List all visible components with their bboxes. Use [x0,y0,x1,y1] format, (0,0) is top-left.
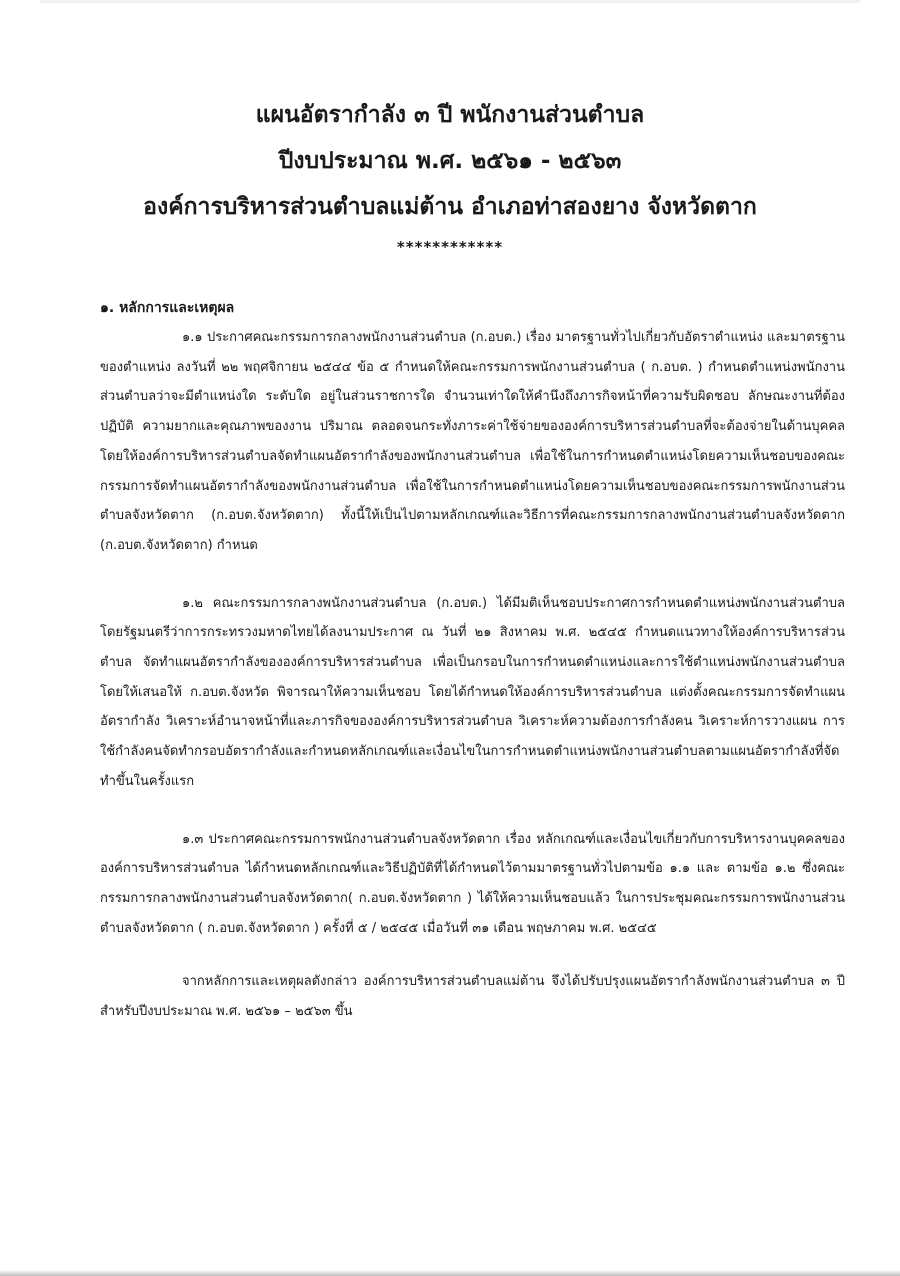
title-fiscal-year: ปีงบประมาณ พ.ศ. ๒๕๖๑ - ๒๕๖๓ [278,148,622,174]
scan-bottom-edge [0,1270,900,1276]
separator-stars: ************ [396,238,504,256]
title-main: แผนอัตรากำลัง ๓ ปี พนักงานส่วนตำบล [255,102,645,128]
section-heading: ๑. หลักการและเหตุผล [100,300,235,316]
scan-top-edge [40,0,860,3]
document-body [100,298,845,1027]
title-block [0,100,900,256]
paragraph-1-1: ๑.๑ ประกาศคณะกรรมการกลางพนักงานส่วนตำบล (ก.อบต.) เรื่อง มาตรฐานทั่วไปเกี่ยวกับอัตราตำแหน่ง และมาตรฐานของตำแหน่ง ลงวันที่ ๒๒ พฤศจิกายน ๒๕๔๔ ข้อ ๕ กำหนดให้คณะกรรมการพนักงานส่วนตำบล ( ก.อบต. ) กำหนดตำแหน่งพนักงานส่วนตำบลว่าจะมีตำแหน่งใด ระดับใด อยู่ในส่วนราชการใด จำนวนเท่าใดให้คำนึงถึงภารกิจหน้าที่ความรับผิดชอบ ลักษณะงานที่ต้องปฏิบัติ ความยากและคุณภาพของงาน ปริมาณ ตลอดจนกระทั่งภาระค่าใช้จ่ายขององค์การบริหารส่วนตำบลที่จะต้องจ่ายในด้านบุคคล โดยให้องค์การบริหารส่วนตำบลจัดทำแผนอัตรากำลังของพนักงานส่วนตำบล เพื่อใช้ในการกำหนดตำแหน่งโดยความเห็นชอบของคณะกรรมการจัดทำแผนอัตรากำลังของพนักงานส่วนตำบล เพื่อใช้ในการกำหนดตำแหน่งโดยความเห็นชอบของคณะกรรมการพนักงานส่วนตำบลจังหวัดตาก (ก.อบต.จังหวัดตาก) ทั้งนี้ให้เป็นไปตามหลักเกณฑ์และวิธีการที่คณะกรรมการกลางพนักงานส่วนตำบลจังหวัดตาก (ก.อบต.จังหวัดตาก) กำหนด [100,330,845,553]
title-organization: องค์การบริหารส่วนตำบลแม่ต้าน อำเภอท่าสองยาง จังหวัดตาก [143,194,757,220]
paragraph-1-2: ๑.๒ คณะกรรมการกลางพนักงานส่วนตำบล (ก.อบต.) ได้มีมติเห็นชอบประกาศการกำหนดตำแหน่งพนักงานส่วนตำบล โดยรัฐมนตรีว่าการกระทรวงมหาดไทยได้ลงนามประกาศ ณ วันที่ ๒๑ สิงหาคม พ.ศ. ๒๕๔๕ กำหนดแนวทางให้องค์การบริหารส่วนตำบล จัดทำแผนอัตรากำลังขององค์การบริหารส่วนตำบล เพื่อเป็นกรอบในการกำหนดตำแหน่งและการใช้ตำแหน่งพนักงานส่วนตำบล โดยให้เสนอให้ ก.อบต.จังหวัด พิจารณาให้ความเห็นชอบ โดยได้กำหนดให้องค์การบริหารส่วนตำบล แต่งตั้งคณะกรรมการจัดทำแผนอัตรากำลัง วิเคราะห์อำนาจหน้าที่และภารกิจขององค์การบริหารส่วนตำบล วิเคราะห์ความต้องการกำลังคน วิเคราะห์การวางแผน การใช้กำลังคนจัดทำกรอบอัตรากำลังและกำหนดหลักเกณฑ์และเงื่อนไขในการกำหนดตำแหน่งพนักงานส่วนตำบลตามแผนอัตรากำลังที่จัดทำขึ้นในครั้งแรก [100,595,845,789]
paragraph-1-3: ๑.๓ ประกาศคณะกรรมการพนักงานส่วนตำบลจังหวัดตาก เรื่อง หลักเกณฑ์และเงื่อนไขเกี่ยวกับการบริหารงานบุคคลขององค์การบริหารส่วนตำบล ได้กำหนดหลักเกณฑ์และวิธีปฏิบัติที่ได้กำหนดไว้ตามมาตรฐานทั่วไปตามข้อ ๑.๑ และ ตามข้อ ๑.๒ ซึ่งคณะกรรมการกลางพนักงานส่วนตำบลจังหวัดตาก( ก.อบต.จังหวัดตาก ) ได้ให้ความเห็นชอบแล้ว ในการประชุมคณะกรรมการพนักงานส่วนตำบลจังหวัดตาก ( ก.อบต.จังหวัดตาก ) ครั้งที่ ๕ / ๒๕๔๕ เมื่อวันที่ ๓๑ เดือน พฤษภาคม พ.ศ. ๒๕๔๕ [100,831,845,936]
paragraph-conclusion: จากหลักการและเหตุผลดังกล่าว องค์การบริหารส่วนตำบลแม่ต้าน จึงได้ปรับปรุงแผนอัตรากำลังพนักงานส่วนตำบล ๓ ปี สำหรับปีงบประมาณ พ.ศ. ๒๕๖๑ – ๒๕๖๓ ขึ้น [100,974,845,1020]
